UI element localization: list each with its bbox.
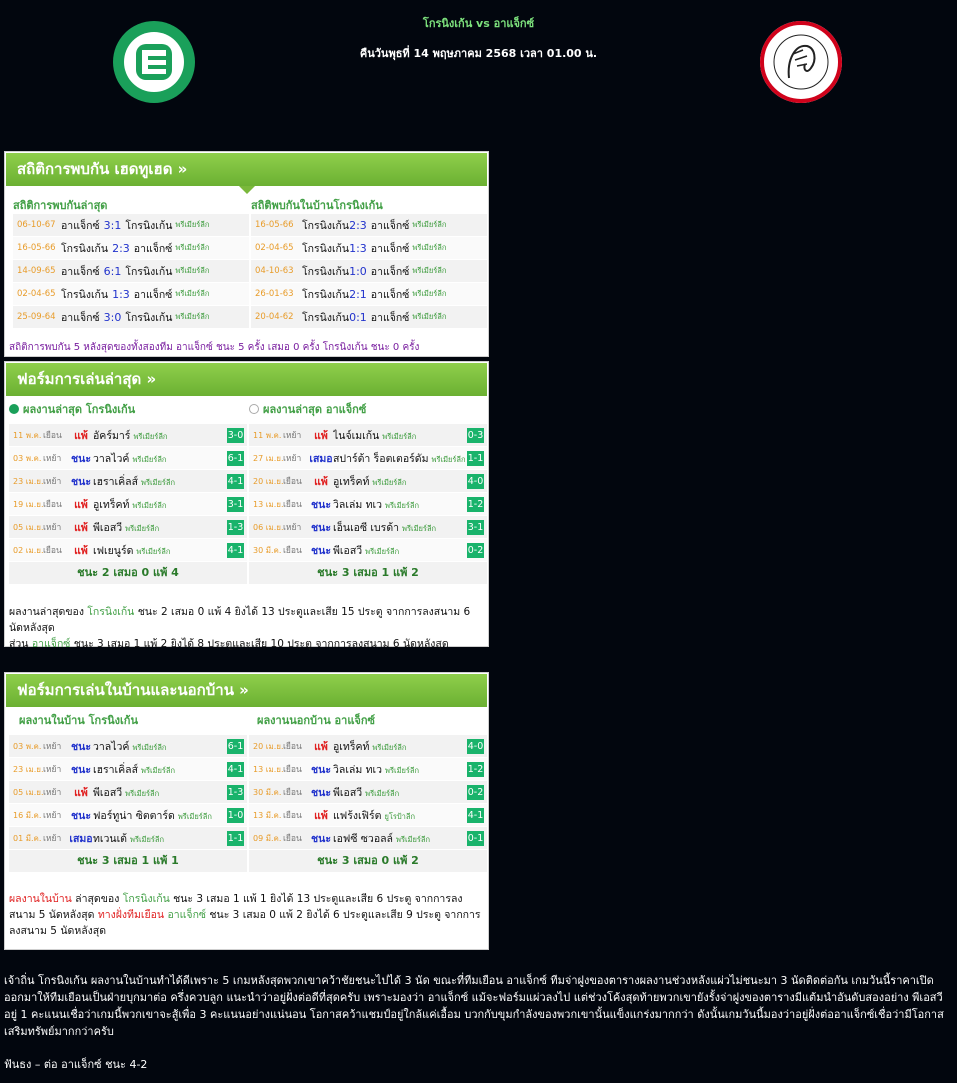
venue: เหย้า (43, 765, 62, 775)
venue: เยือน (283, 742, 302, 752)
league-label: พรีเมียร์ลีก (431, 454, 466, 464)
opponent (333, 496, 487, 513)
away-team: อาแจ็กซ์ (370, 219, 410, 232)
venue: เหย้า (43, 477, 62, 487)
form-row (249, 447, 487, 470)
opponent-name: พีเอสวี (333, 786, 363, 799)
match-date: 02 เม.ย. (13, 545, 44, 555)
venue: เยือน (283, 788, 302, 798)
homeaway-left-column (9, 713, 247, 872)
match-date: 27 เม.ย. (253, 453, 284, 463)
match-result: เสมอ (309, 452, 333, 465)
form-heading: ฟอร์มการเล่นล่าสุด » (6, 363, 487, 396)
opponent (333, 761, 487, 778)
opponent (333, 830, 487, 847)
h2h-row (13, 260, 249, 283)
venue: เหย้า (283, 523, 302, 533)
match-date: 13 เม.ย. (253, 499, 284, 509)
match-result: ชนะ (311, 763, 331, 776)
match-score: 2:1 (349, 287, 367, 301)
score-badge: 4-1 (227, 763, 244, 775)
h2h-row (251, 237, 487, 260)
match-date: 20-04-62 (255, 312, 294, 322)
opponent-name: เอฟซี ซวอลล์ (333, 832, 393, 845)
opponent-name: วาลไวค์ (93, 452, 130, 465)
form-left-title: ผลงานล่าสุด โกรนิงเก้น (23, 403, 136, 416)
score-badge: 4-1 (467, 809, 484, 821)
score-badge: 3-0 (227, 429, 244, 441)
home-team: โกรนิงเก้น (302, 265, 350, 278)
away-team: อาแจ็กซ์ (370, 265, 410, 278)
match-date: 06-10-67 (17, 220, 56, 230)
h2h-left-column (13, 198, 249, 329)
score-badge: 1-1 (227, 832, 244, 844)
league-label: พรีเมียร์ลีก (412, 220, 447, 229)
venue: เยือน (43, 431, 62, 441)
opponent (93, 542, 247, 559)
opponent-name: ฟอร์ทูน่า ซิตตาร์ด (93, 809, 175, 822)
match-score: 0:1 (349, 310, 367, 324)
opponent-name: พีเอสวี (93, 786, 123, 799)
match-date: 16-05-66 (17, 243, 56, 253)
match-date: 23 เม.ย. (13, 476, 44, 486)
home-team: โกรนิงเก้น (302, 219, 350, 232)
form-row (9, 804, 247, 827)
match-date: 11 พ.ค. (253, 430, 282, 440)
opponent-name: อูเทร็คท์ (333, 475, 370, 488)
away-team: อาแจ็กซ์ (370, 242, 410, 255)
score-badge: 1-0 (227, 809, 244, 821)
opponent-name: เฮราเคิ่ลส์ (93, 763, 138, 776)
form-note-text: ชนะ 3 เสมอ 1 แพ้ 2 ยิงได้ 8 ประตูและเสีย 10 ประตู จากการลงสนาม 6 นัดหลังสุด (70, 638, 449, 650)
match-title: โกรนิงเก้น vs อาแจ็กซ์ (422, 17, 535, 30)
homeaway-panel (4, 672, 489, 950)
match-result: ชนะ (71, 475, 91, 488)
score-badge: 4-0 (467, 740, 484, 752)
opponent (93, 473, 247, 490)
opponent-name: ทเวนเต้ (93, 832, 127, 845)
h2h-row (251, 306, 487, 329)
h2h-row (251, 283, 487, 306)
match-date: 26-01-63 (255, 289, 294, 299)
away-team: อาแจ็กซ์ (370, 311, 410, 324)
homeaway-right-column (249, 713, 487, 872)
form-row (9, 758, 247, 781)
form-row (249, 470, 487, 493)
form-row (249, 827, 487, 850)
h2h-row (13, 306, 249, 329)
match-score: 1:3 (349, 241, 367, 255)
venue: เหย้า (43, 788, 62, 798)
league-label: พรีเมียร์ลีก (412, 266, 447, 275)
form-note-text: ชนะ 2 เสมอ 0 แพ้ 4 ยิงได้ 13 ประตูและเสีย 15 ประตู จากการลงสนาม 6 นัดหลังสุด (9, 606, 471, 634)
h2h-left-title: สถิติการพบกันล่าสุด (13, 199, 108, 212)
league-label: พรีเมียร์ลีก (132, 742, 167, 752)
score-badge: 1-1 (467, 452, 484, 464)
league-label: พรีเมียร์ลีก (132, 500, 167, 510)
match-date: 02-04-65 (17, 289, 56, 299)
opponent (93, 427, 247, 444)
form-row (249, 758, 487, 781)
match-result: ชนะ (71, 809, 91, 822)
score-badge: 1-2 (467, 763, 484, 775)
opponent (93, 519, 247, 536)
form-note-text: ส่วน (9, 638, 32, 650)
form-row (249, 804, 487, 827)
opponent (333, 519, 487, 536)
league-label: พรีเมียร์ลีก (130, 834, 165, 844)
match-date: 23 เม.ย. (13, 764, 44, 774)
opponent (93, 738, 247, 755)
league-label: พรีเมียร์ลีก (365, 788, 400, 798)
match-date: 13 มี.ค. (253, 810, 282, 820)
league-label: พรีเมียร์ลีก (125, 788, 160, 798)
match-result: ชนะ (311, 521, 331, 534)
match-date: 05 เม.ย. (13, 787, 44, 797)
homeaway-right-summary: ชนะ 3 เสมอ 0 แพ้ 2 (249, 850, 487, 872)
form-row (249, 516, 487, 539)
homeaway-note-text: ชนะ 3 เสมอ 0 แพ้ 2 ยิงได้ 6 ประตูและเสีย 9 ประตู จากการลงสนาม 5 นัดหลังสุด (9, 909, 481, 937)
h2h-panel (4, 151, 489, 357)
homeaway-left-summary: ชนะ 3 เสมอ 1 แพ้ 1 (9, 850, 247, 872)
homeaway-note-label: ผลงานในบ้าน (9, 893, 72, 905)
venue: เหย้า (43, 523, 62, 533)
away-team: โกรนิงเก้น (125, 265, 173, 278)
match-date: 16-05-66 (255, 220, 294, 230)
homeaway-heading: ฟอร์มการเล่นในบ้านและนอกบ้าน » (6, 674, 487, 707)
away-team: อาแจ็กซ์ (133, 242, 173, 255)
venue: เยือน (43, 500, 62, 510)
home-team: โกรนิงเก้น (61, 288, 109, 301)
opponent (333, 784, 487, 801)
prediction: ฟันธง – ต่อ อาแจ็กซ์ ชนะ 4-2 (4, 1058, 148, 1071)
form-left-list (9, 424, 247, 562)
opponent-name: เฟเยนูร์ด (93, 544, 134, 557)
home-team: อาแจ็กซ์ (61, 311, 100, 324)
opponent-name: วิลเล่ม ทเว (333, 763, 383, 776)
ajax-small-icon (249, 404, 259, 414)
venue: เหย้า (43, 834, 62, 844)
opponent-name: สปาร์ต้า ร็อตเตอร์ดัม (333, 452, 429, 465)
match-score: 2:3 (349, 218, 367, 232)
opponent-name: พีเอสวี (93, 521, 123, 534)
score-badge: 0-1 (467, 832, 484, 844)
score-badge: 6-1 (227, 452, 244, 464)
home-team: โกรนิงเก้น (302, 288, 350, 301)
match-date: 03 พ.ค. (13, 453, 42, 463)
form-row (9, 516, 247, 539)
venue: เยือน (283, 811, 302, 821)
form-right-column (249, 402, 487, 584)
score-badge: 4-0 (467, 475, 484, 487)
form-row (9, 827, 247, 850)
away-team: โกรนิงเก้น (125, 311, 173, 324)
opponent (93, 807, 247, 824)
opponent-name: วาลไวค์ (93, 740, 130, 753)
opponent (333, 738, 487, 755)
match-date: 11 พ.ค. (13, 430, 42, 440)
opponent (93, 450, 247, 467)
opponent-name: พีเอสวี (333, 544, 363, 557)
opponent-name: อัคร์มาร์ (93, 429, 131, 442)
h2h-left-list (13, 214, 249, 329)
form-panel (4, 361, 489, 650)
score-badge: 1-2 (467, 498, 484, 510)
home-team: อาแจ็กซ์ (61, 265, 100, 278)
form-left-summary: ชนะ 2 เสมอ 0 แพ้ 4 (9, 562, 247, 584)
away-team: อาแจ็กซ์ (133, 288, 173, 301)
h2h-right-column (251, 198, 487, 329)
match-date: 04-10-63 (255, 266, 294, 276)
h2h-row (13, 214, 249, 237)
league-label: พรีเมียร์ลีก (136, 546, 171, 556)
form-right-summary: ชนะ 3 เสมอ 1 แพ้ 2 (249, 562, 487, 584)
form-right-list (249, 424, 487, 562)
match-result: แพ้ (314, 740, 328, 753)
score-badge: 1-3 (227, 786, 244, 798)
home-team: อาแจ็กซ์ (61, 219, 100, 232)
form-row (9, 735, 247, 758)
h2h-row (251, 260, 487, 283)
match-date: 20 เม.ย. (253, 476, 284, 486)
match-result: แพ้ (74, 544, 88, 557)
h2h-row (13, 237, 249, 260)
form-row (249, 424, 487, 447)
opponent-name: เอ็นเอซี เบรด้า (333, 521, 400, 534)
h2h-summary: สถิติการพบกัน 5 หลังสุดของทั้งสองทีม อาแจ็กซ์ ชนะ 5 ครั้ง เสมอ 0 ครั้ง โกรนิงเก้น ชนะ 0 ครั้ง (9, 342, 420, 353)
match-date: 13 เม.ย. (253, 764, 284, 774)
score-badge: 0-3 (467, 429, 484, 441)
ajax-logo-icon (759, 20, 843, 104)
opponent-name: อูเทร็คท์ (333, 740, 370, 753)
away-team: โกรนิงเก้น (125, 219, 173, 232)
match-date: 03 พ.ค. (13, 741, 42, 751)
away-team: อาแจ็กซ์ (370, 288, 410, 301)
venue: เยือน (283, 500, 302, 510)
league-label: พรีเมียร์ลีก (175, 220, 210, 229)
match-result: ชนะ (311, 832, 331, 845)
league-label: พรีเมียร์ลีก (175, 266, 210, 275)
league-label: พรีเมียร์ลีก (372, 742, 407, 752)
league-label: พรีเมียร์ลีก (402, 523, 437, 533)
league-label: ยูโรป้าลีก (384, 811, 416, 821)
match-result: ชนะ (311, 498, 331, 511)
score-badge: 1-3 (227, 521, 244, 533)
form-note-text: ผลงานล่าสุดของ (9, 606, 88, 618)
match-date: 05 เม.ย. (13, 522, 44, 532)
league-label: พรีเมียร์ลีก (385, 765, 420, 775)
homeaway-left-title: ผลงานในบ้าน โกรนิงเก้น (19, 714, 138, 727)
opponent-name: เฮราเคิ่ลส์ (93, 475, 138, 488)
homeaway-note-team-away: อาแจ็กซ์ (167, 909, 207, 921)
homeaway-left-list (9, 735, 247, 850)
match-score: 1:3 (112, 287, 130, 301)
form-row (9, 781, 247, 804)
league-label: พรีเมียร์ลีก (133, 431, 168, 441)
match-date: 01 มี.ค. (13, 833, 42, 843)
league-label: พรีเมียร์ลีก (132, 454, 167, 464)
match-date: 16 มี.ค. (13, 810, 42, 820)
match-date: 25-09-64 (17, 312, 56, 322)
match-date: 19 เม.ย. (13, 499, 44, 509)
opponent-name: อูเทร็คท์ (93, 498, 130, 511)
venue: เยือน (43, 546, 62, 556)
league-label: พรีเมียร์ลีก (372, 477, 407, 487)
homeaway-note-team-home: โกรนิงเก้น (122, 893, 170, 905)
league-label: พรีเมียร์ลีก (396, 834, 431, 844)
venue: เหย้า (283, 454, 302, 464)
score-badge: 4-1 (227, 475, 244, 487)
h2h-row (13, 283, 249, 306)
form-note-team-away: อาแจ็กซ์ (31, 638, 71, 650)
h2h-row (251, 214, 487, 237)
opponent-name: ไนจ์เมเก้น (333, 429, 380, 442)
league-label: พรีเมียร์ลีก (382, 431, 417, 441)
match-result: ชนะ (71, 740, 91, 753)
match-date: 06 เม.ย. (253, 522, 284, 532)
home-team: โกรนิงเก้น (61, 242, 109, 255)
homeaway-note-text: ชนะ 3 เสมอ 1 แพ้ 1 ยิงได้ 13 ประตูและเสีย 6 ประตู จากการลงสนาม 5 นัดหลังสุด (9, 893, 463, 921)
match-date: 30 มี.ค. (253, 545, 282, 555)
league-label: พรีเมียร์ลีก (412, 289, 447, 298)
form-row (9, 493, 247, 516)
match-date: 20 เม.ย. (253, 741, 284, 751)
league-label: พรีเมียร์ลีก (175, 312, 210, 321)
score-badge: 0-2 (467, 786, 484, 798)
score-badge: 3-1 (227, 498, 244, 510)
match-result: แพ้ (74, 521, 88, 534)
league-label: พรีเมียร์ลีก (412, 243, 447, 252)
league-label: พรีเมียร์ลีก (175, 243, 210, 252)
match-score: 1:0 (349, 264, 367, 278)
form-row (249, 735, 487, 758)
form-row (249, 539, 487, 562)
opponent (93, 496, 247, 513)
analysis-article: เจ้าถิ่น โกรนิงเก้น ผลงานในบ้านทำได้ดีเพราะ 5 เกมหลังสุดพวกเขาคว้าชัยชนะไปได้ 3 นัด ขณะที่ทีมเยือน อาแจ็กซ์ ทีมจ่าฝูงของตารางผลงานช่วงหลังแผ่วไม่ชนะมา 3 นัดติดต่อกัน เกมวันนี้ราคาเปิดออกมาให้ทีมเยือนเป็นฝ่ายบุกมาต่อ ครึ่งควบลูก แนะนำว่าอยู่ฝั่งต่อดีที่สุดครับ เพราะมองว่า อาแจ็กซ์ แม้จะฟอร์มแผ่วลงไป แต่ช่วงโค้งสุดท้ายพวกเขายังรั้งจ่าฝูงของตารางมีแต้มนำอันดับสองอย่าง พีเอสวี อยู่ 1 คะแนนเชื่อว่าเกมนี้พวกเขาจะสู้เพื่อ 3 คะแนนอย่างแน่นอน โอกาสคว้าแชมป์อยู่ใกล้แค่เอื้อม บวกกับขุมกำลังของพวกเขานั้นแข็งแกร่งมากกว่า ดังนั้นเกมวันนี้มองว่าอยู่ฝั่งต่ออาแจ็กซ์เชื่อว่ามีโอกาสเสริมทรัพย์มากกว่าครับ (4, 974, 944, 1038)
venue: เยือน (283, 546, 302, 556)
groningen-small-icon (9, 404, 19, 414)
match-date: 14-09-65 (17, 266, 56, 276)
match-date: 02-04-65 (255, 243, 294, 253)
opponent-name: แฟร้งเฟิร์ต (333, 809, 382, 822)
match-result: แพ้ (314, 429, 328, 442)
h2h-pointer (239, 186, 255, 194)
opponent (333, 427, 487, 444)
form-left-column (9, 402, 247, 584)
form-row (249, 493, 487, 516)
match-result: ชนะ (311, 786, 331, 799)
homeaway-note (9, 891, 485, 939)
league-label: พรีเมียร์ลีก (125, 523, 160, 533)
homeaway-right-title: ผลงานนอกบ้าน อาแจ็กซ์ (257, 714, 375, 727)
opponent (93, 830, 247, 847)
league-label: พรีเมียร์ลีก (365, 546, 400, 556)
form-row (9, 447, 247, 470)
match-result: ชนะ (71, 452, 91, 465)
match-result: แพ้ (74, 498, 88, 511)
opponent (333, 542, 487, 559)
league-label: พรีเมียร์ลีก (412, 312, 447, 321)
opponent (93, 784, 247, 801)
score-badge: 3-1 (467, 521, 484, 533)
match-result: เสมอ (69, 832, 93, 845)
homeaway-right-list (249, 735, 487, 850)
league-label: พรีเมียร์ลีก (177, 811, 212, 821)
match-result: แพ้ (74, 786, 88, 799)
opponent (333, 473, 487, 490)
home-team: โกรนิงเก้น (302, 242, 350, 255)
match-score: 3:1 (103, 218, 122, 232)
league-label: พรีเมียร์ลีก (385, 500, 420, 510)
match-result: ชนะ (71, 763, 91, 776)
form-row (9, 470, 247, 493)
opponent (333, 450, 487, 467)
form-right-title: ผลงานล่าสุด อาแจ็กซ์ (263, 403, 367, 416)
score-badge: 0-2 (467, 544, 484, 556)
home-team: โกรนิงเก้น (302, 311, 350, 324)
h2h-heading: สถิติการพบกัน เฮดทูเฮด » (6, 153, 487, 186)
match-date: 09 มี.ค. (253, 833, 282, 843)
opponent (93, 761, 247, 778)
form-note-team-home: โกรนิงเก้น (87, 606, 135, 618)
form-row (9, 539, 247, 562)
venue: เหย้า (43, 742, 62, 752)
homeaway-note-label: ทางฝั่งทีมเยือน (97, 909, 165, 921)
venue: เยือน (283, 477, 302, 487)
venue: เหย้า (43, 811, 62, 821)
venue: เหย้า (43, 454, 62, 464)
match-datetime: คืนวันพุธที่ 14 พฤษภาคม 2568 เวลา 01.00 น. (359, 47, 598, 60)
opponent (333, 807, 487, 824)
homeaway-note-text: ล่าสุดของ (71, 893, 123, 905)
match-result: แพ้ (314, 809, 328, 822)
venue: เยือน (283, 765, 302, 775)
form-row (249, 781, 487, 804)
match-score: 2:3 (112, 241, 130, 255)
h2h-right-list (251, 214, 487, 329)
form-row (9, 424, 247, 447)
venue: เยือน (283, 834, 302, 844)
match-result: แพ้ (74, 429, 88, 442)
h2h-right-title: สถิติพบกันในบ้านโกรนิงเก้น (251, 199, 383, 212)
match-result: แพ้ (314, 475, 328, 488)
league-label: พรีเมียร์ลีก (141, 477, 176, 487)
groningen-logo-icon (112, 20, 196, 104)
form-note (9, 604, 485, 652)
venue: เหย้า (283, 431, 302, 441)
league-label: พรีเมียร์ลีก (141, 765, 176, 775)
score-badge: 6-1 (227, 740, 244, 752)
match-score: 6:1 (103, 264, 122, 278)
league-label: พรีเมียร์ลีก (175, 289, 210, 298)
match-score: 3:0 (103, 310, 122, 324)
match-result: ชนะ (311, 544, 331, 557)
score-badge: 4-1 (227, 544, 244, 556)
match-date: 30 มี.ค. (253, 787, 282, 797)
opponent-name: วิลเล่ม ทเว (333, 498, 383, 511)
